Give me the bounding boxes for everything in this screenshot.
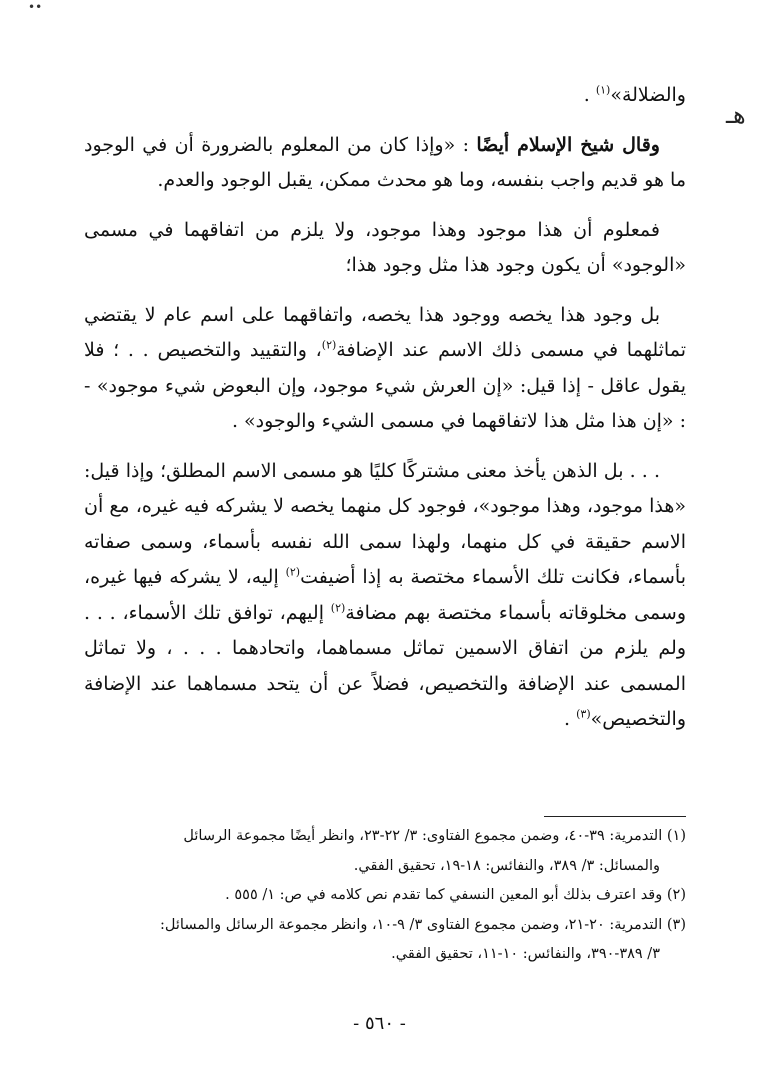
paragraph-1-text: والضلالة»	[610, 84, 686, 106]
paragraph-3-text: فمعلوم أن هذا موجود وهذا موجود، ولا يلزم من اتفاقهما في مسمى «الوجود» أن يكون وجود هذا مثل وجود هذا؛	[84, 218, 686, 276]
footnote-1-continued	[60, 852, 686, 882]
paragraph-5	[84, 454, 686, 738]
footnotes	[60, 822, 686, 970]
paragraph-5-text-c: إليهم، توافق تلك الأسماء، . . . ولم يلزم من اتفاق الاسمين تماثل مسماهما، واتحادهما . . . ، ولا تماثل المسمى عند الإضافة والتخصيص، فضلاً عن أن يتحد مسماهما عند الإضافة والتخصيص»	[84, 601, 686, 730]
paragraph-1-end: .	[583, 84, 596, 106]
main-text	[84, 78, 686, 738]
footnote-1-number: (١)	[666, 828, 686, 844]
paragraph-2	[84, 128, 686, 199]
footnote-3-line-1: التدمرية: ٢٠-٢١، وضمن مجموع الفتاوى ٣/ ٩-١٠، وانظر مجموعة الرسائل والمسائل:	[160, 916, 663, 933]
footnote-1-line-2: والمسائل: ٣/ ٣٨٩، والنفائس: ١٨-١٩، تحقيق الفقي.	[353, 857, 660, 874]
footnote-ref-2b: (٢)	[285, 565, 301, 579]
footnote-2-number: (٢)	[666, 887, 686, 903]
paragraph-2-text: : «وإذا كان من المعلوم بالضرورة أن في الوجود ما هو قديم واجب بنفسه، وما هو محدث ممكن، يقبل الوجود والعدم.	[84, 133, 686, 191]
footnote-ref-2c: (٢)	[330, 601, 346, 615]
paragraph-4-text-a: بل وجود هذا يخصه ووجود هذا يخصه، واتفاقهما على اسم عام لا يقتضي تماثلهما في مسمى ذلك الاسم عند الإضافة	[84, 303, 686, 361]
footnote-ref-3: (٣)	[576, 707, 591, 721]
footnote-2	[60, 881, 686, 911]
footnote-2-line-1: وقد اعترف بذلك أبو المعين النسفي كما تقدم نص كلامه في ص: ١/ ٥٥٥ .	[225, 887, 663, 903]
footnote-3-continued	[60, 940, 686, 970]
paragraph-5-text-b: إليه، لا يشركه فيها غيره، وسمى مخلوقاته بأسماء مختصة بهم مضافة	[84, 566, 687, 624]
footnote-1	[60, 822, 686, 852]
footnote-ref-1: (١)	[595, 83, 611, 97]
paragraph-3	[84, 213, 686, 284]
footnote-1-line-1: التدمرية: ٣٩-٤٠، وضمن مجموع الفتاوى: ٣/ ٢٢-٢٣، وانظر أيضًا مجموعة الرسائل	[183, 828, 663, 844]
page-number: - ٥٦٠ -	[353, 1013, 406, 1034]
footnote-divider	[544, 816, 686, 817]
footnote-3	[60, 911, 686, 941]
paragraph-4-text-b: ، والتقييد والتخصيص . . ؛ فلا يقول عاقل - إذا قيل: «إن العرش شيء موجود، وإن البعوض شيء موجود» - : «إن هذا مثل هذا لاتفاقهما في مسمى الشيء والوجود» .	[84, 339, 686, 432]
corner-mark: ••	[28, 0, 43, 14]
footnote-3-number: (٣)	[666, 916, 686, 933]
paragraph-4	[84, 298, 686, 440]
paragraph-2-lead: وقال شيخ الإسلام أيضًا	[476, 133, 660, 156]
margin-marker: هـ	[726, 101, 746, 129]
footnote-3-line-2: ٣/ ٣٨٩-٣٩٠، والنفائس: ١٠-١١، تحقيق الفقي.	[391, 946, 660, 962]
footnote-ref-2: (٢)	[321, 338, 337, 352]
paragraph-5-text-a: . . . بل الذهن يأخذ معنى مشتركًا كليًا هو مسمى الاسم المطلق؛ وإذا قيل: «هذا موجود، وهذا موجود»، فوجود كل منهما يخصه لا يشركه فيه غيره، مع أن الاسم حقيقة في كل منهما، ولهذا سمى الله نفسه بأسماء، وسمى صفاته بأسماء، فكانت تلك الأسماء مختصة به إذا أضيفت	[84, 459, 686, 588]
paragraph-1	[84, 78, 686, 114]
paragraph-5-end: .	[564, 708, 577, 730]
